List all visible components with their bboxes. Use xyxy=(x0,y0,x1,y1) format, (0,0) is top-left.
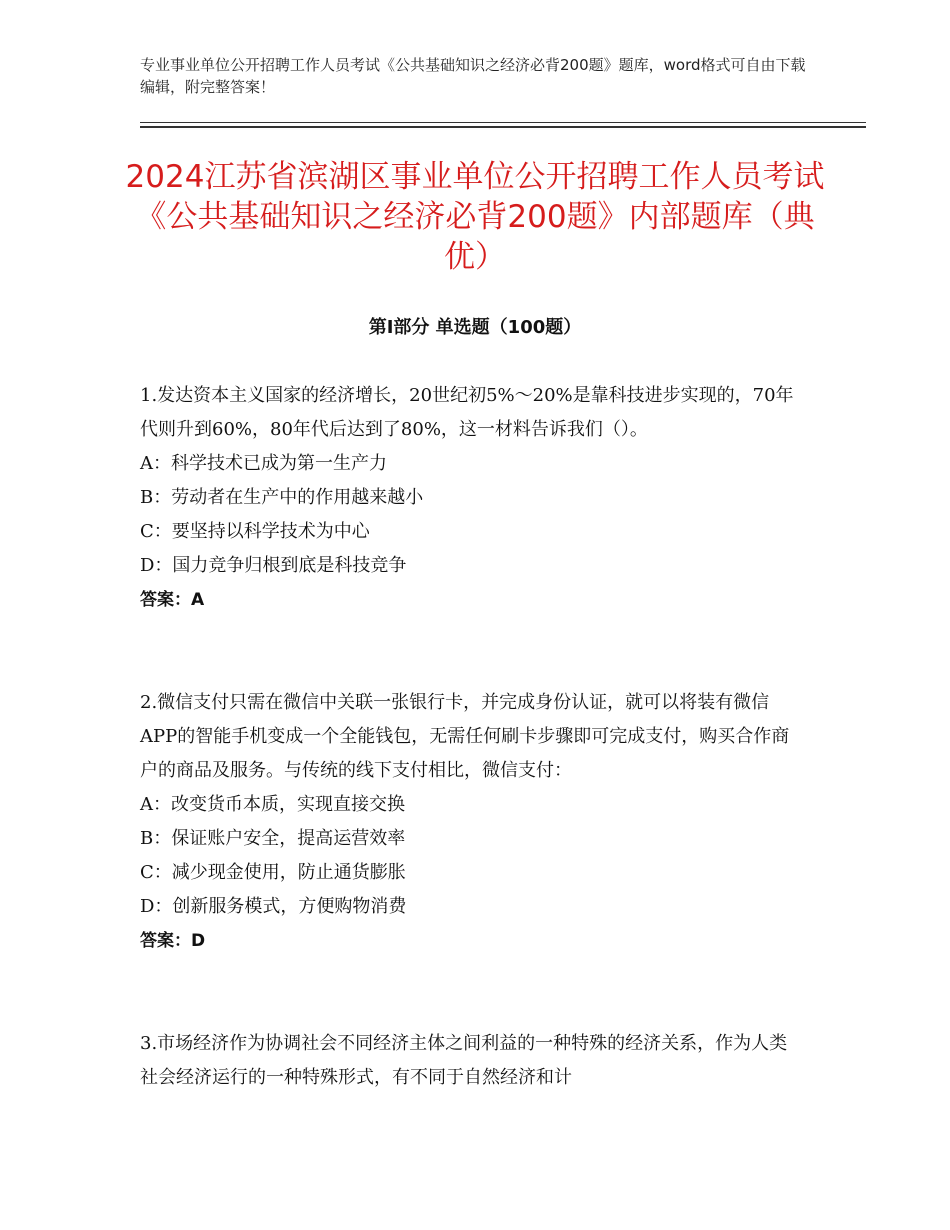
page-header: 专业事业单位公开招聘工作人员考试《公共基础知识之经济必背200题》题库，word格式可自由下载编辑，附完整答案！ xyxy=(140,56,806,96)
header-divider-thick xyxy=(140,126,866,128)
question-2 xyxy=(140,686,800,958)
question-stem: 3.市场经济作为协调社会不同经济主体之间利益的一种特殊的经济关系，作为人类社会经济运行的一种特殊形式，有不同于自然经济和计 xyxy=(140,1033,788,1088)
option-a: A：科学技术已成为第一生产力 xyxy=(140,453,387,474)
option-c: C：减少现金使用，防止通货膨胀 xyxy=(140,862,406,883)
option-b: B：保证账户安全，提高运营效率 xyxy=(140,828,406,849)
header-divider xyxy=(140,122,866,123)
answer: 答案：A xyxy=(140,590,205,610)
option-d: D：创新服务模式，方便购物消费 xyxy=(140,896,407,917)
option-c: C：要坚持以科学技术为中心 xyxy=(140,521,370,542)
question-3 xyxy=(140,1027,800,1095)
question-stem: 2.微信支付只需在微信中关联一张银行卡，并完成身份认证，就可以将装有微信APP的智能手机变成一个全能钱包，无需任何刷卡步骤即可完成支付，购买合作商户的商品及服务。与传统的线下支付相比，微信支付： xyxy=(140,692,790,781)
option-d: D：国力竞争归根到底是科技竞争 xyxy=(140,555,407,576)
answer: 答案：D xyxy=(140,931,206,951)
document-title: 2024江苏省滨湖区事业单位公开招聘工作人员考试《公共基础知识之经济必背200题》内部题库（典优） xyxy=(125,159,825,275)
option-b: B：劳动者在生产中的作用越来越小 xyxy=(140,487,424,508)
question-stem: 1.发达资本主义国家的经济增长，20世纪初5%～20%是靠科技进步实现的，70年代则升到60%，80年代后达到了80%，这一材料告诉我们（）。 xyxy=(140,385,794,440)
option-a: A：改变货币本质，实现直接交换 xyxy=(140,794,405,815)
section-heading: 第Ⅰ部分 单选题（100题） xyxy=(368,317,582,338)
question-1 xyxy=(140,379,800,617)
